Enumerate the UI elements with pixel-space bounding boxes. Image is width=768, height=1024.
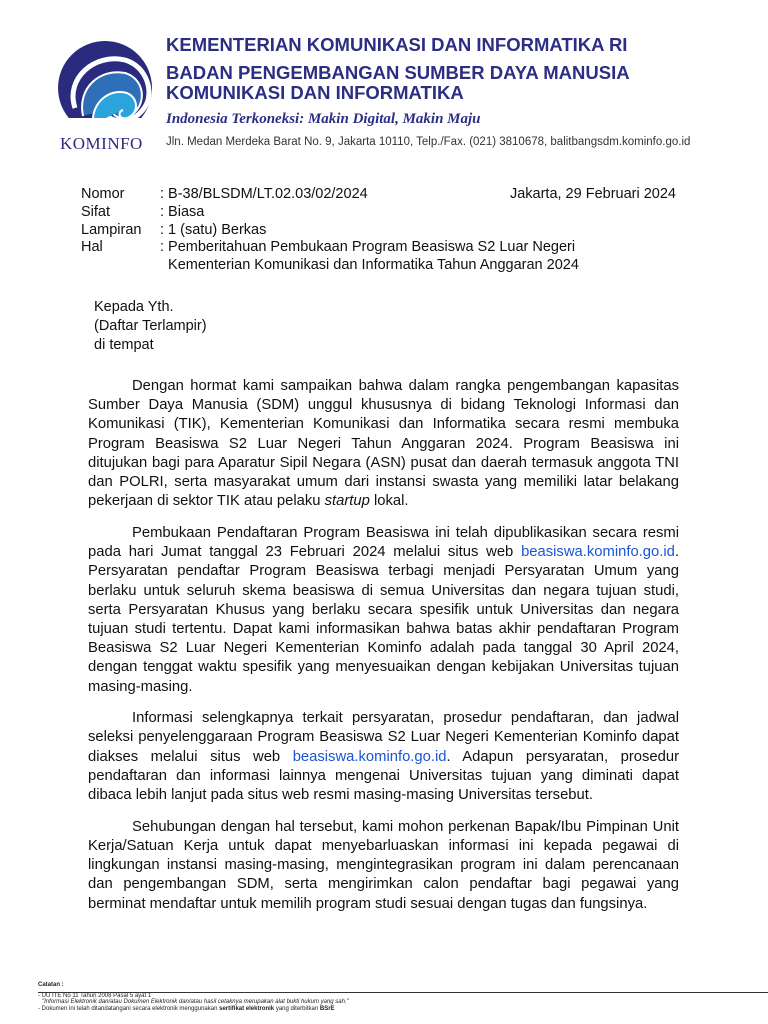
logo-wordmark: KOMINFO [60,134,143,153]
tagline: Indonesia Terkoneksi: Makin Digital, Makin Maju [166,111,481,127]
letter-meta [81,186,579,275]
text: . Persyaratan pendaftar Program Beasiswa terbagi menjadi Persyaratan Umum yang berlaku untuk seluruh skema beasiswa di semua Universitas dan negara tujuan studi, serta Persyaratan Khusus yang berlaku secara spesifik untuk Universitas dan negara tujuan studi tertentu. Dapat kami informasikan bahwa batas akhir pendaftaran Program Beasiswa S2 Luar Negeri Kementerian Kominfo adalah pada tanggal 30 April 2024, dengan tenggat waktu spesifik yang menyesuaikan dengan kebijakan Universitas tujuan masing-masing. [88,544,679,695]
text: - Dokumen ini telah ditandatangani secara elektronik menggunakan [38,1005,220,1012]
meta-value: Kementerian Komunikasi dan Informatika Tahun Anggaran 2024 [160,257,579,274]
italic-text: startup [324,493,370,510]
ministry-title: KEMENTERIAN KOMUNIKASI DAN INFORMATIKA RI [166,34,628,55]
text: . Adapun persyaratan, prosedur pendaftaran dan informasi lainnya mengenai Universitas tujuan yang diminati dapat dibaca lebih lanjut pada situs web resmi masing-masing Universitas tersebut. [88,748,680,804]
meta-label: Nomor [81,186,125,202]
paragraph-1 [88,377,679,511]
addressee [94,298,207,355]
addressee-line: Kepada Yth. [94,299,174,315]
addressee-line: di tempat [94,337,154,353]
meta-value: : Pemberitahuan Pembukaan Program Beasiswa S2 Luar Negeri [160,239,576,256]
text: Pembukaan Pendaftaran Program Beasiswa ini telah dipublikasikan secara resmi pada hari Jumat tanggal 23 Februari 2024 melalui situs web [88,524,679,561]
letter-body [88,377,679,926]
beasiswa-link[interactable]: beasiswa.kominfo.go.id [292,748,447,765]
meta-label: Sifat [81,203,111,220]
footer-notes [38,982,349,1012]
text: lokal. [369,493,409,510]
text: Dengan hormat kami sampaikan bahwa dalam rangka pengembangan kapasitas Sumber Daya Manusia (SDM) unggul khususnya di bidang Teknologi Informasi dan Komunikasi (TIK), Kementerian Komunikasi dan Informatika secara resmi membuka Program Beasiswa S2 Luar Negeri Tahun Anggaran 2024. Program Beasiswa ini ditujukan bagi para Aparatur Sipil Negara (ASN) pusat dan daerah termasuk anggota TNI dan POLRI, serta masyarakat umum dari instansi swasta yang memiliki latar belakang pekerjaan di sektor TIK atau pelaku [88,378,679,510]
bold-text: sertifikat elektronik [219,1005,275,1012]
meta-label: Hal [81,239,103,256]
footer-divider [38,992,768,993]
paragraph-3 [88,709,679,805]
text: Informasi selengkapnya terkait persyaratan, prosedur pendaftaran, dan jadwal seleksi penyelenggaraan Program Beasiswa S2 Luar Negeri Kementerian Kominfo dapat diakses melalui situs web [88,710,679,765]
meta-label [81,257,160,275]
paragraph-2 [88,524,679,697]
meta-value: : B-38/BLSDM/LT.02.03/02/2024 [160,186,368,202]
agency-subtitle: KOMUNIKASI DAN INFORMATIKA [166,82,464,103]
meta-value: : 1 (satu) Berkas [160,221,267,238]
paragraph-4: Sehubungan dengan hal tersebut, kami mohon perkenan Bapak/Ibu Pimpinan Unit Kerja/Satuan Kerja untuk dapat menyebarluaskan informasi ini kepada pegawai di lingkungan instansi masing-masing, mengintegrasikan program ini dalam perencanaan dan pengembangan SDM, serta mengirimkan calon pendaftar bagi pegawai yang berminat mendaftar untuk memilih program studi sesuai dengan tugas dan fungsinya. [88,818,679,912]
bold-text: BSrE [319,1005,335,1012]
kominfo-logo-icon [55,38,155,138]
text: yang diterbitkan [274,1005,320,1012]
footer-title: Catatan : [38,982,64,988]
meta-label: Lampiran [81,221,142,238]
footer-line: "Informasi Elektronik dan/atau Dokumen Elektronik dan/atau hasil cetaknya merupakan alat bukti hukum yang sah." [42,999,349,1005]
letter-date: Jakarta, 29 Februari 2024 [509,186,676,202]
meta-value: : Biasa [160,203,205,220]
beasiswa-link[interactable]: beasiswa.kominfo.go.id [521,544,675,561]
address: Jln. Medan Merdeka Barat No. 9, Jakarta 10110, Telp./Fax. (021) 3810678, balitbangsdm.kominfo.go.id [166,136,691,148]
agency-title: BADAN PENGEMBANGAN SUMBER DAYA MANUSIA [166,62,630,83]
footer-line: - UU ITE No 11 Tahun 2008 Pasal 5 ayat 1 [38,992,152,999]
addressee-line: (Daftar Terlampir) [94,318,207,334]
footer-line [38,1006,349,1013]
